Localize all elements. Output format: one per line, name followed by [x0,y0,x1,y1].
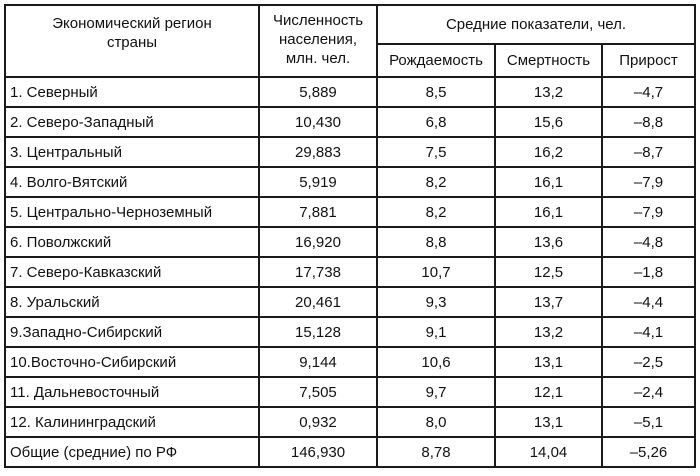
region-column-header [5,5,259,77]
growth-cell: –7,9 [602,197,695,227]
region-header-line1: Экономический регион [52,15,212,32]
growth-cell: –2,4 [602,377,695,407]
births-cell: 9,7 [377,377,495,407]
population-cell: 20,461 [259,287,377,317]
population-cell: 7,881 [259,197,377,227]
table-row [5,407,695,437]
births-cell: 10,7 [377,257,495,287]
table-row [5,107,695,137]
deaths-cell: 13,2 [495,77,602,107]
growth-cell: –4,7 [602,77,695,107]
region-cell: 3. Центральный [5,137,259,167]
growth-cell: –5,1 [602,407,695,437]
growth-column-header: Прирост [602,44,695,77]
growth-cell: –8,7 [602,137,695,167]
growth-cell: –4,4 [602,287,695,317]
population-cell: 29,883 [259,137,377,167]
table-row [5,317,695,347]
population-cell: 17,738 [259,257,377,287]
demographics-table [4,4,696,468]
births-cell: 8,0 [377,407,495,437]
population-cell: 7,505 [259,377,377,407]
table-row [5,197,695,227]
deaths-cell: 16,2 [495,137,602,167]
deaths-cell: 12,1 [495,377,602,407]
population-cell: 9,144 [259,347,377,377]
region-cell: 6. Поволжский [5,227,259,257]
births-cell: 8,2 [377,197,495,227]
population-cell: 5,889 [259,77,377,107]
region-cell: 2. Северо-Западный [5,107,259,137]
table-body [5,77,695,467]
population-header-line3: млн. чел. [285,50,351,67]
births-cell: 8,2 [377,167,495,197]
region-cell: 9.Западно-Сибирский [5,317,259,347]
deaths-cell: 13,7 [495,287,602,317]
population-cell: 16,920 [259,227,377,257]
region-header-line2: страны [106,34,158,51]
growth-cell: –2,5 [602,347,695,377]
population-cell: 15,128 [259,317,377,347]
region-cell: 8. Уральский [5,287,259,317]
region-cell: 1. Северный [5,77,259,107]
deaths-cell: 13,1 [495,347,602,377]
population-cell: 10,430 [259,107,377,137]
growth-cell: –5,26 [602,437,695,467]
population-header-line2: населения, [278,31,358,48]
population-cell: 0,932 [259,407,377,437]
births-cell: 6,8 [377,107,495,137]
deaths-cell: 16,1 [495,167,602,197]
table-row [5,257,695,287]
growth-cell: –7,9 [602,167,695,197]
deaths-cell: 13,2 [495,317,602,347]
table-row [5,347,695,377]
table-row [5,137,695,167]
population-cell: 5,919 [259,167,377,197]
demographics-table-container [4,4,696,468]
population-column-header [259,5,377,77]
averages-group-header: Средние показатели, чел. [377,5,695,44]
births-cell: 9,3 [377,287,495,317]
growth-cell: –4,8 [602,227,695,257]
region-cell: Общие (средние) по РФ [5,437,259,467]
table-row [5,287,695,317]
births-cell: 7,5 [377,137,495,167]
births-column-header: Рождаемость [377,44,495,77]
deaths-cell: 14,04 [495,437,602,467]
region-cell: 4. Волго-Вятский [5,167,259,197]
table-row [5,437,695,467]
header-row-top [5,5,695,44]
table-row [5,377,695,407]
region-cell: 5. Центрально-Черноземный [5,197,259,227]
births-cell: 10,6 [377,347,495,377]
table-row [5,77,695,107]
growth-cell: –4,1 [602,317,695,347]
population-cell: 146,930 [259,437,377,467]
region-cell: 10.Восточно-Сибирский [5,347,259,377]
deaths-cell: 15,6 [495,107,602,137]
deaths-cell: 13,1 [495,407,602,437]
births-cell: 8,8 [377,227,495,257]
births-cell: 8,78 [377,437,495,467]
births-cell: 8,5 [377,77,495,107]
table-row [5,167,695,197]
region-cell: 11. Дальневосточный [5,377,259,407]
deaths-cell: 12,5 [495,257,602,287]
deaths-column-header: Смертность [495,44,602,77]
growth-cell: –1,8 [602,257,695,287]
deaths-cell: 16,1 [495,197,602,227]
table-row [5,227,695,257]
region-cell: 7. Северо-Кавказский [5,257,259,287]
deaths-cell: 13,6 [495,227,602,257]
region-cell: 12. Калининградский [5,407,259,437]
births-cell: 9,1 [377,317,495,347]
population-header-line1: Численность [272,12,364,29]
growth-cell: –8,8 [602,107,695,137]
